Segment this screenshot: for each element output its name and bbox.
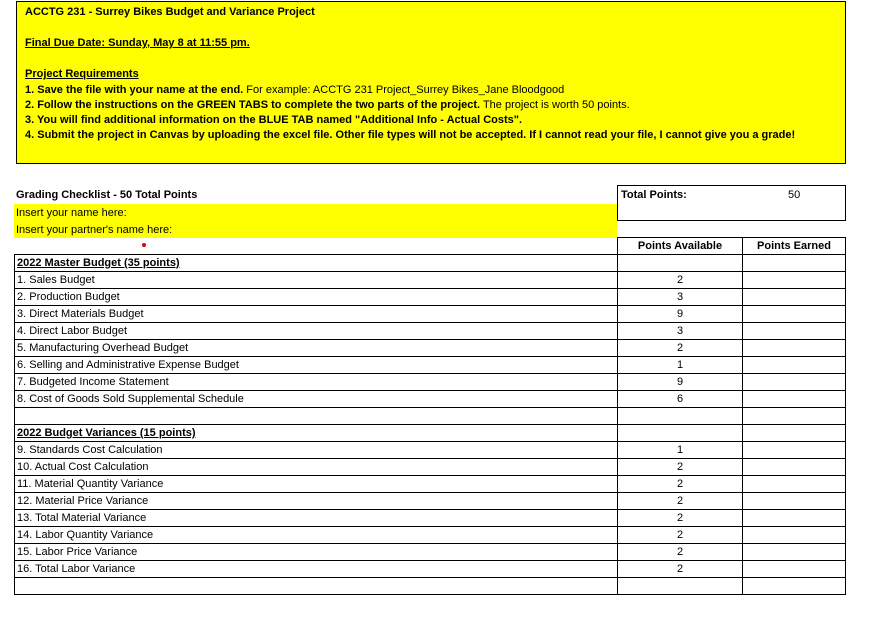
- name-input-cell[interactable]: Insert your name here:: [16, 207, 127, 219]
- points-available-cell[interactable]: [617, 408, 743, 425]
- table-row: [14, 374, 846, 391]
- points-earned-cell[interactable]: [743, 459, 846, 476]
- table-row: [14, 391, 846, 408]
- item-label[interactable]: 1. Sales Budget: [14, 272, 617, 289]
- points-earned-cell[interactable]: [743, 544, 846, 561]
- points-available-cell[interactable]: [617, 255, 743, 272]
- item-label[interactable]: 3. Direct Materials Budget: [14, 306, 617, 323]
- points-available-cell[interactable]: 2: [617, 272, 743, 289]
- points-earned-cell[interactable]: [743, 510, 846, 527]
- points-earned-cell[interactable]: [743, 476, 846, 493]
- requirement-1-example: For example: ACCTG 231 Project_Surrey Bikes_Jane Bloodgood: [243, 84, 565, 96]
- points-earned-header: Points Earned: [743, 237, 846, 255]
- points-earned-cell[interactable]: [743, 357, 846, 374]
- points-available-cell[interactable]: 6: [617, 391, 743, 408]
- requirement-4: 4. Submit the project in Canvas by uploading the excel file. Other file types will not be accepted. If I cannot read your file, I cannot give you a grade!: [25, 129, 796, 141]
- points-earned-cell[interactable]: [743, 408, 846, 425]
- table-row: [14, 289, 846, 306]
- points-available-cell[interactable]: 9: [617, 306, 743, 323]
- points-earned-cell[interactable]: [743, 561, 846, 578]
- item-label[interactable]: 9. Standards Cost Calculation: [14, 442, 617, 459]
- item-label[interactable]: 10. Actual Cost Calculation: [14, 459, 617, 476]
- points-available-cell[interactable]: 9: [617, 374, 743, 391]
- total-points-box: [617, 185, 846, 221]
- requirement-2: [25, 99, 630, 111]
- item-label[interactable]: 8. Cost of Goods Sold Supplemental Schedule: [14, 391, 617, 408]
- item-label[interactable]: 11. Material Quantity Variance: [14, 476, 617, 493]
- partner-input-cell[interactable]: Insert your partner's name here:: [16, 224, 173, 236]
- table-row: [14, 476, 846, 493]
- points-available-cell[interactable]: [617, 425, 743, 442]
- points-earned-cell[interactable]: [743, 493, 846, 510]
- points-available-cell[interactable]: 2: [617, 459, 743, 476]
- item-label[interactable]: 2022 Budget Variances (15 points): [14, 425, 617, 442]
- total-points-value: 50: [788, 189, 801, 201]
- points-earned-cell[interactable]: [743, 425, 846, 442]
- points-available-cell[interactable]: 2: [617, 527, 743, 544]
- table-row: [14, 306, 846, 323]
- table-row: [14, 493, 846, 510]
- requirement-2-note: The project is worth 50 points.: [480, 99, 630, 111]
- item-label[interactable]: 5. Manufacturing Overhead Budget: [14, 340, 617, 357]
- name-inputs-area: [14, 204, 617, 238]
- points-earned-cell[interactable]: [743, 391, 846, 408]
- points-earned-cell[interactable]: [743, 289, 846, 306]
- item-label[interactable]: 13. Total Material Variance: [14, 510, 617, 527]
- item-label[interactable]: [14, 408, 617, 425]
- points-earned-cell[interactable]: [743, 306, 846, 323]
- item-label[interactable]: 15. Labor Price Variance: [14, 544, 617, 561]
- points-available-cell[interactable]: 2: [617, 544, 743, 561]
- table-row: [14, 323, 846, 340]
- table-row: [14, 459, 846, 476]
- item-label[interactable]: 2022 Master Budget (35 points): [14, 255, 617, 272]
- total-points-label: Total Points:: [621, 189, 687, 201]
- item-label[interactable]: 16. Total Labor Variance: [14, 561, 617, 578]
- points-available-cell[interactable]: 3: [617, 289, 743, 306]
- points-earned-cell[interactable]: [743, 527, 846, 544]
- requirements-heading: Project Requirements: [25, 68, 139, 80]
- instructions-banner: [16, 1, 846, 164]
- item-label[interactable]: 7. Budgeted Income Statement: [14, 374, 617, 391]
- points-earned-cell[interactable]: [743, 578, 846, 595]
- project-title: ACCTG 231 - Surrey Bikes Budget and Variance Project: [25, 6, 315, 18]
- table-row: [14, 510, 846, 527]
- table-row: [14, 357, 846, 374]
- points-earned-cell[interactable]: [743, 323, 846, 340]
- comment-indicator[interactable]: [142, 243, 146, 247]
- points-earned-cell[interactable]: [743, 442, 846, 459]
- requirement-2-bold: 2. Follow the instructions on the GREEN TABS to complete the two parts of the project.: [25, 99, 481, 111]
- item-label[interactable]: 6. Selling and Administrative Expense Budget: [14, 357, 617, 374]
- due-date: Final Due Date: Sunday, May 8 at 11:55 pm.: [25, 37, 250, 49]
- points-available-header: Points Available: [617, 237, 743, 255]
- item-label[interactable]: 4. Direct Labor Budget: [14, 323, 617, 340]
- points-earned-cell[interactable]: [743, 374, 846, 391]
- points-available-cell[interactable]: 3: [617, 323, 743, 340]
- table-row: [14, 340, 846, 357]
- item-label[interactable]: 14. Labor Quantity Variance: [14, 527, 617, 544]
- points-available-cell[interactable]: 1: [617, 357, 743, 374]
- requirement-1-bold: 1. Save the file with your name at the end.: [25, 84, 244, 96]
- points-available-cell[interactable]: 1: [617, 442, 743, 459]
- points-available-cell[interactable]: 2: [617, 510, 743, 527]
- table-row: [14, 408, 846, 425]
- points-available-cell[interactable]: 2: [617, 493, 743, 510]
- checklist-title: Grading Checklist - 50 Total Points: [16, 189, 198, 201]
- points-available-cell[interactable]: [617, 578, 743, 595]
- table-row: [14, 527, 846, 544]
- requirement-3: 3. You will find additional information on the BLUE TAB named "Additional Info - Actual Costs".: [25, 114, 523, 126]
- points-earned-cell[interactable]: [743, 272, 846, 289]
- points-earned-cell[interactable]: [743, 255, 846, 272]
- item-label[interactable]: 2. Production Budget: [14, 289, 617, 306]
- section-heading-row: [14, 255, 846, 272]
- points-available-cell[interactable]: 2: [617, 340, 743, 357]
- item-label[interactable]: 12. Material Price Variance: [14, 493, 617, 510]
- table-row: [14, 561, 846, 578]
- table-row: [14, 578, 846, 595]
- requirement-1: [25, 84, 564, 96]
- points-available-cell[interactable]: 2: [617, 561, 743, 578]
- points-earned-cell[interactable]: [743, 340, 846, 357]
- section-heading-row: [14, 425, 846, 442]
- item-label[interactable]: [14, 578, 617, 595]
- table-row: [14, 272, 846, 289]
- table-row: [14, 442, 846, 459]
- table-row: [14, 544, 846, 561]
- points-available-cell[interactable]: 2: [617, 476, 743, 493]
